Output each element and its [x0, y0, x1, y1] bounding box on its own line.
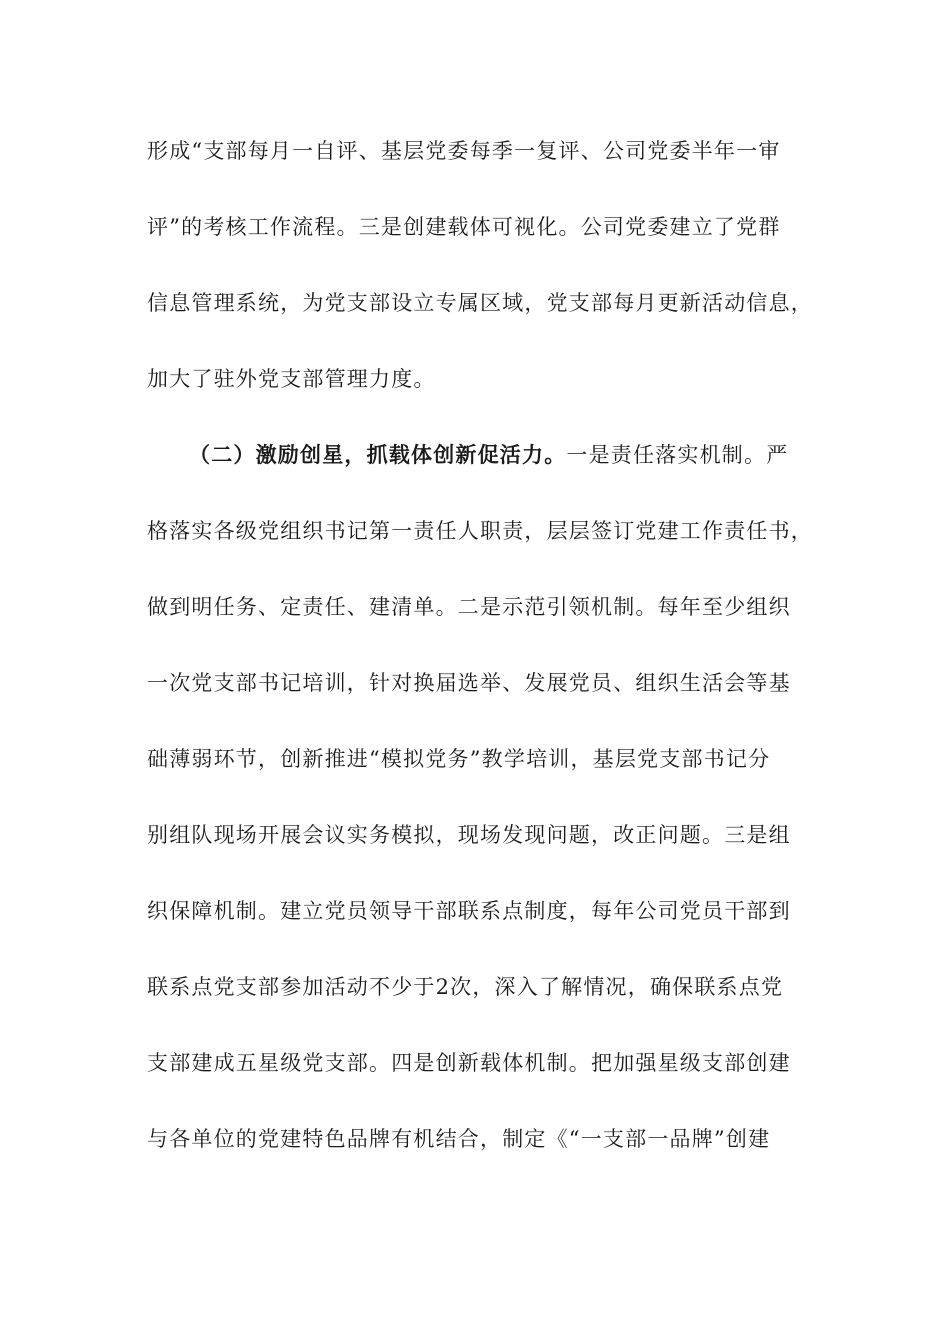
paragraph-line: 一次党支部书记培训，针对换届选举、发展党员、组织生活会等基 [147, 671, 791, 695]
section-first-line-text: 一是责任落实机制。严 [566, 443, 789, 467]
paragraph-line: 形成“支部每月一自评、基层党委每季一复评、公司党委半年一审 [147, 139, 781, 163]
paragraph-line: 织保障机制。建立党员领导干部联系点制度，每年公司党员干部到 [147, 899, 791, 923]
paragraph-line: 支部建成五星级党支部。四是创新载体机制。把加强星级支部创建 [147, 1051, 791, 1075]
paragraph-line: 联系点党支部参加活动不少于2次，深入了解情况，确保联系点党 [147, 975, 784, 999]
paragraph-line: 加大了驻外党支部管理力度。 [147, 367, 436, 391]
paragraph-line: 与各单位的党建特色品牌有机结合，制定《“一支部一品牌”创建 [147, 1127, 771, 1151]
paragraph-line: 做到明任务、定责任、建清单。二是示范引领机制。每年至少组织 [147, 595, 791, 619]
section-heading-line [189, 441, 809, 469]
paragraph-line: 评”的考核工作流程。三是创建载体可视化。公司党委建立了党群 [147, 215, 781, 239]
paragraph-line: 信息管理系统，为党支部设立专属区域，党支部每月更新活动信息， [147, 291, 813, 315]
paragraph-line: 格落实各级党组织书记第一责任人职责，层层签订党建工作责任书， [147, 519, 813, 543]
section-heading: （二）激励创星，抓载体创新促活力。 [189, 442, 567, 467]
paragraph-line: 础薄弱环节，创新推进“模拟党务”教学培训，基层党支部书记分 [147, 747, 771, 771]
paragraph-line: 别组队现场开展会议实务模拟，现场发现问题，改正问题。三是组 [147, 823, 791, 847]
